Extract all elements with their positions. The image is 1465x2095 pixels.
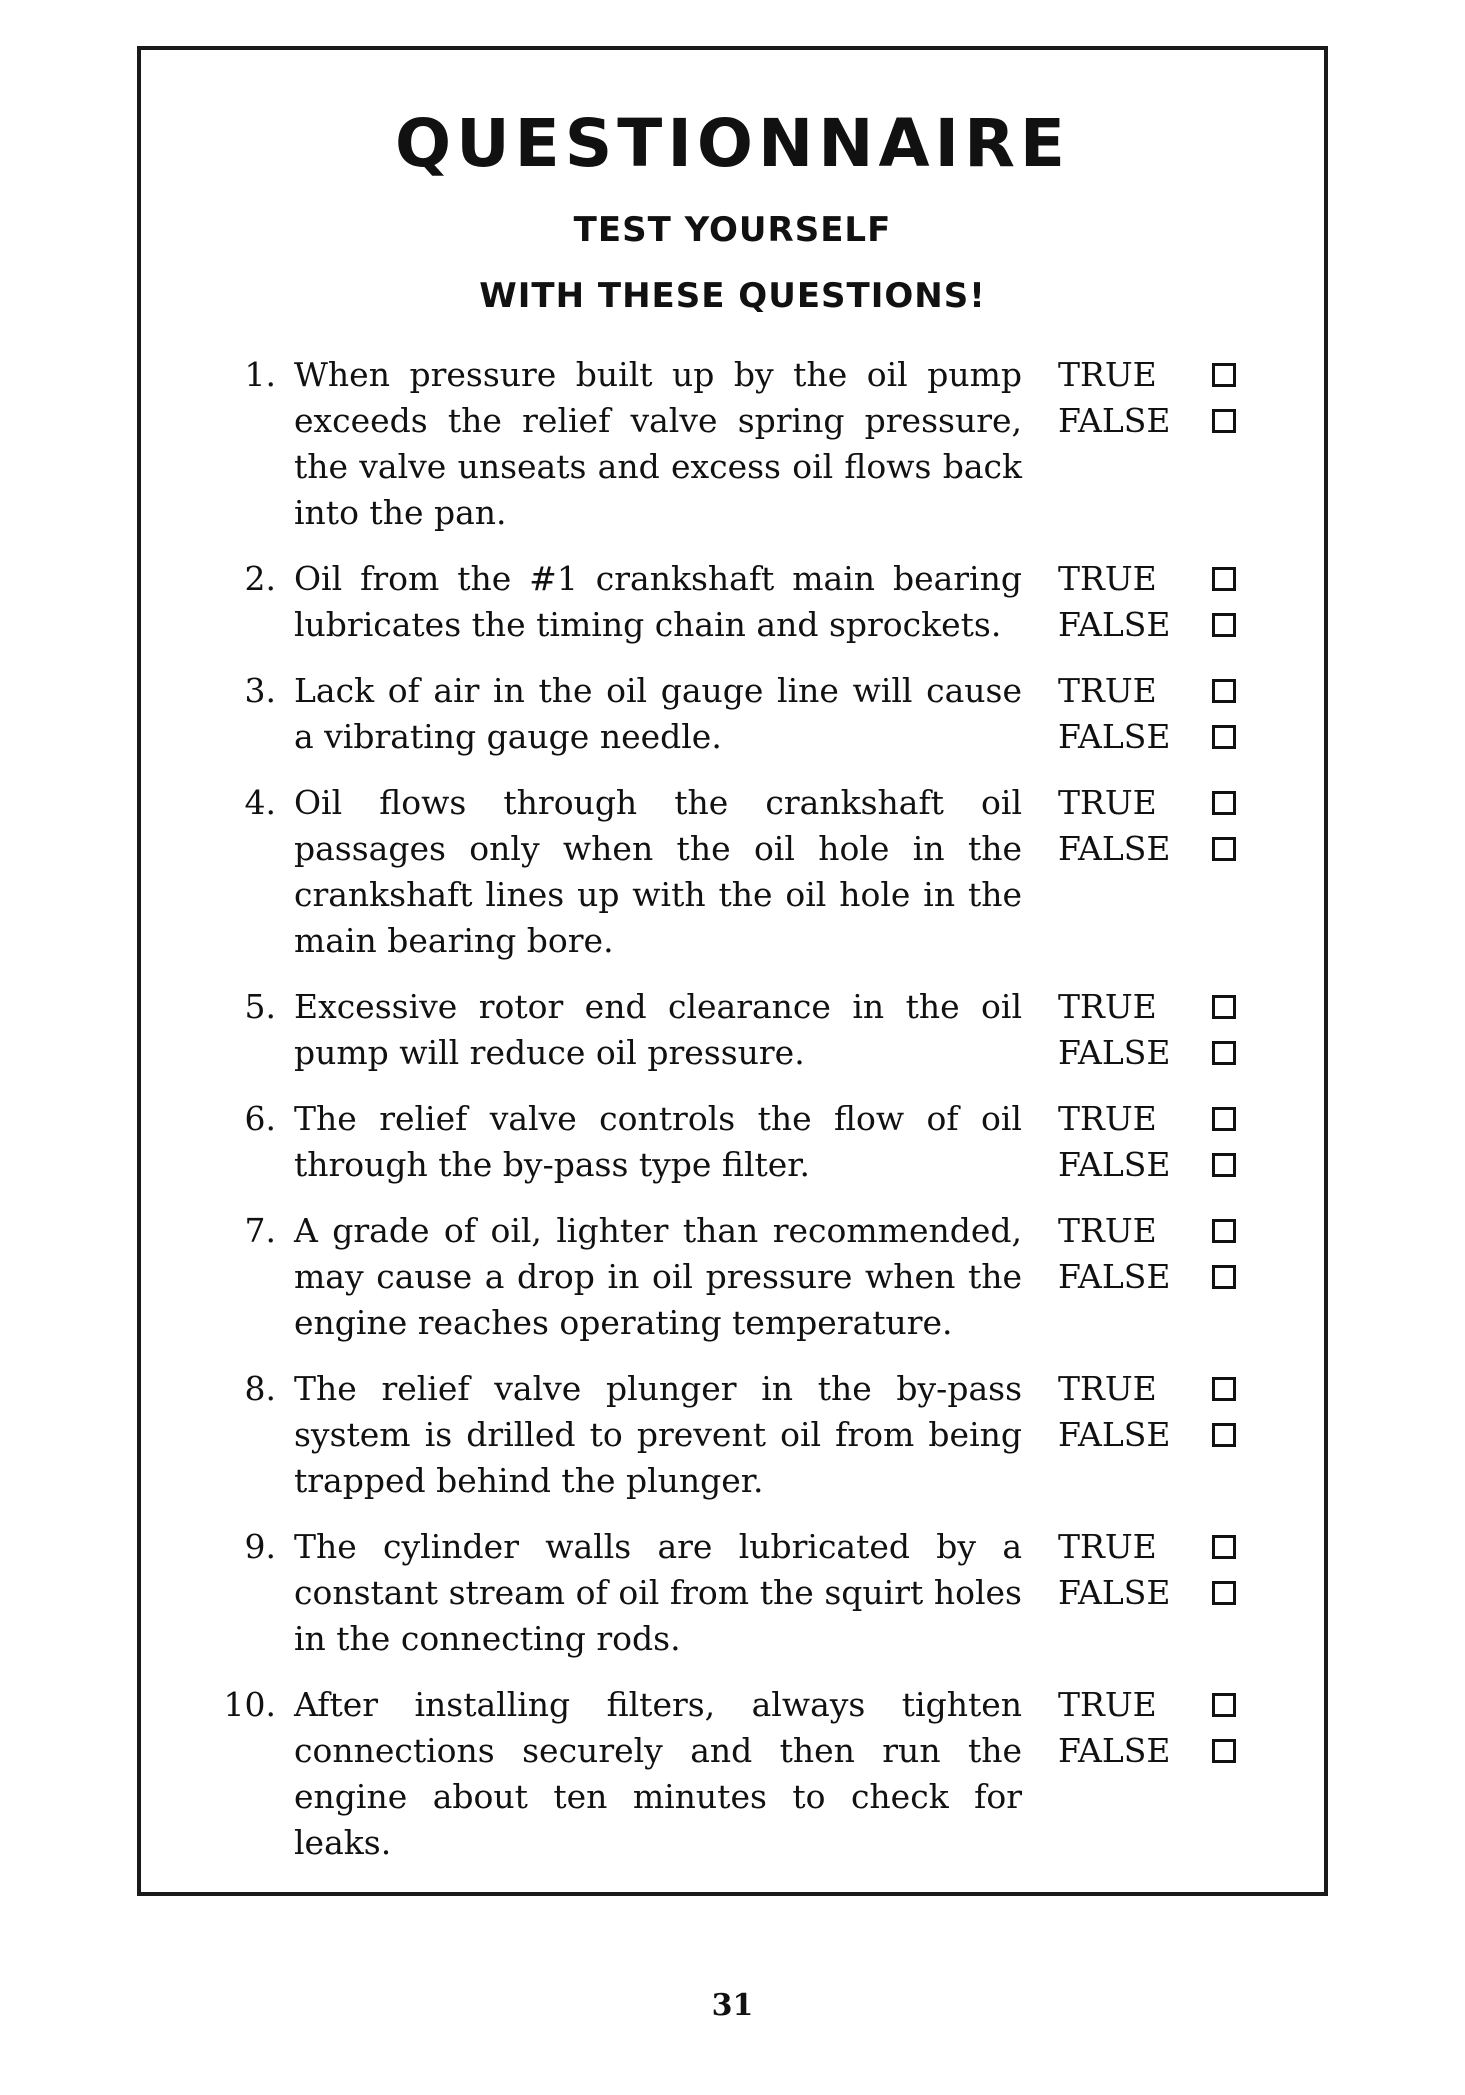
true-option[interactable] [1058,984,1248,1030]
true-option[interactable] [1058,1524,1248,1570]
question-item [0,984,1465,1076]
true-checkbox[interactable] [1212,791,1236,815]
question-text: The relief valve controls the flow of oil through the by-pass type filter. [294,1099,1022,1184]
answer-options [1058,780,1248,872]
question-number: 9. [244,1527,276,1566]
question-number: 10. [223,1685,276,1724]
false-checkbox[interactable] [1212,1423,1236,1447]
subtitle-line-1: TEST YOURSELF [573,210,892,250]
false-checkbox[interactable] [1212,837,1236,861]
question-item [0,352,1465,536]
true-checkbox[interactable] [1212,1535,1236,1559]
question-item [0,780,1465,964]
true-option[interactable] [1058,1208,1248,1254]
question-item [0,556,1465,648]
false-checkbox[interactable] [1212,1153,1236,1177]
true-checkbox[interactable] [1212,1107,1236,1131]
question-item [0,668,1465,760]
true-option[interactable] [1058,1366,1248,1412]
false-option[interactable] [1058,1030,1248,1076]
question-item [0,1524,1465,1662]
true-checkbox[interactable] [1212,1693,1236,1717]
true-label: TRUE [1058,1099,1157,1138]
false-label: FALSE [1058,1145,1171,1184]
answer-options [1058,1524,1248,1616]
answer-options [1058,1096,1248,1188]
answer-options [1058,556,1248,648]
question-number: 3. [244,671,276,710]
false-checkbox[interactable] [1212,725,1236,749]
false-label: FALSE [1058,1033,1171,1072]
true-option[interactable] [1058,1682,1248,1728]
question-text: Excessive rotor end clearance in the oil pump will reduce oil pressure. [294,987,1022,1072]
question-text: When pressure built up by the oil pump exceeds the relief valve spring pressure, the valve unseats and excess oil flows back into the pan. [294,355,1022,532]
true-option[interactable] [1058,556,1248,602]
question-text: The relief valve plunger in the by-pass system is drilled to prevent oil from being trapped behind the plunger. [294,1369,1022,1500]
false-label: FALSE [1058,1731,1171,1770]
question-item [0,1682,1465,1866]
question-number: 6. [244,1099,276,1138]
true-label: TRUE [1058,1211,1157,1250]
question-item [0,1096,1465,1188]
false-option[interactable] [1058,1570,1248,1616]
subtitle-line-2: WITH THESE QUESTIONS! [479,276,986,316]
answer-options [1058,984,1248,1076]
question-number: 2. [244,559,276,598]
false-label: FALSE [1058,717,1171,756]
question-text: Lack of air in the oil gauge line will cause a vibrating gauge needle. [294,671,1022,756]
true-checkbox[interactable] [1212,679,1236,703]
question-number: 4. [244,783,276,822]
false-option[interactable] [1058,826,1248,872]
false-option[interactable] [1058,1412,1248,1458]
true-checkbox[interactable] [1212,1219,1236,1243]
false-label: FALSE [1058,401,1171,440]
false-option[interactable] [1058,1728,1248,1774]
true-label: TRUE [1058,355,1157,394]
question-list [0,352,1465,1886]
false-checkbox[interactable] [1212,1041,1236,1065]
true-label: TRUE [1058,1527,1157,1566]
false-checkbox[interactable] [1212,1581,1236,1605]
answer-options [1058,1682,1248,1774]
question-number: 5. [244,987,276,1026]
true-checkbox[interactable] [1212,995,1236,1019]
page-number: 31 [711,1988,754,2023]
true-label: TRUE [1058,783,1157,822]
false-label: FALSE [1058,829,1171,868]
answer-options [1058,1366,1248,1458]
question-text: A grade of oil, lighter than recommended, may cause a drop in oil pressure when the engine reaches operating temperature. [294,1211,1022,1342]
question-item [0,1366,1465,1504]
false-label: FALSE [1058,1573,1171,1612]
question-text: The cylinder walls are lubricated by a constant stream of oil from the squirt holes in the connecting rods. [294,1527,1022,1658]
question-text: After installing filters, always tighten connections securely and then run the engine about ten minutes to check for leaks. [294,1685,1022,1862]
false-option[interactable] [1058,1254,1248,1300]
page-title: QUESTIONNAIRE [394,105,1071,182]
true-label: TRUE [1058,1685,1157,1724]
answer-options [1058,668,1248,760]
true-checkbox[interactable] [1212,567,1236,591]
false-option[interactable] [1058,1142,1248,1188]
true-label: TRUE [1058,987,1157,1026]
true-label: TRUE [1058,671,1157,710]
question-item [0,1208,1465,1346]
false-label: FALSE [1058,1415,1171,1454]
true-checkbox[interactable] [1212,1377,1236,1401]
question-number: 7. [244,1211,276,1250]
false-label: FALSE [1058,605,1171,644]
true-option[interactable] [1058,352,1248,398]
true-option[interactable] [1058,1096,1248,1142]
false-option[interactable] [1058,602,1248,648]
true-label: TRUE [1058,559,1157,598]
false-label: FALSE [1058,1257,1171,1296]
true-label: TRUE [1058,1369,1157,1408]
true-checkbox[interactable] [1212,363,1236,387]
answer-options [1058,352,1248,444]
true-option[interactable] [1058,668,1248,714]
false-option[interactable] [1058,714,1248,760]
false-option[interactable] [1058,398,1248,444]
answer-options [1058,1208,1248,1300]
false-checkbox[interactable] [1212,1265,1236,1289]
question-text: Oil flows through the crankshaft oil passages only when the oil hole in the crankshaft lines up with the oil hole in the main bearing bore. [294,783,1022,960]
question-number: 8. [244,1369,276,1408]
false-checkbox[interactable] [1212,1739,1236,1763]
false-checkbox[interactable] [1212,613,1236,637]
false-checkbox[interactable] [1212,409,1236,433]
question-text: Oil from the #1 crankshaft main bearing lubricates the timing chain and sprockets. [294,559,1022,644]
question-number: 1. [244,355,276,394]
true-option[interactable] [1058,780,1248,826]
